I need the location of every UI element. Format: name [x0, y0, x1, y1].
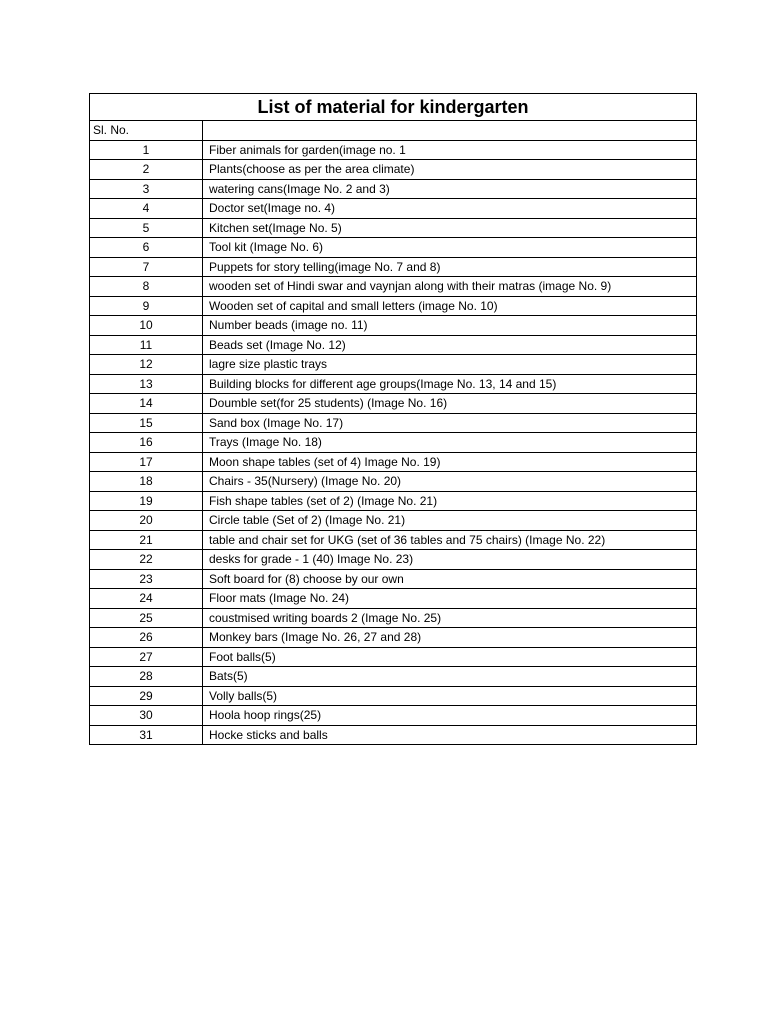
material-cell: Floor mats (Image No. 24)	[203, 589, 697, 609]
table-row	[90, 511, 697, 531]
table-row	[90, 706, 697, 726]
table-row	[90, 686, 697, 706]
table-row	[90, 140, 697, 160]
table-row	[90, 277, 697, 297]
table-row	[90, 355, 697, 375]
material-cell: Number beads (image no. 11)	[203, 316, 697, 336]
document-title: List of material for kindergarten	[90, 94, 697, 121]
sl-no-cell: 31	[90, 725, 203, 745]
material-cell: Chairs - 35(Nursery) (Image No. 20)	[203, 472, 697, 492]
table-row	[90, 218, 697, 238]
material-cell: Doumble set(for 25 students) (Image No. 16)	[203, 394, 697, 414]
material-cell: Hoola hoop rings(25)	[203, 706, 697, 726]
material-cell: Sand box (Image No. 17)	[203, 413, 697, 433]
sl-no-cell: 29	[90, 686, 203, 706]
table-row	[90, 296, 697, 316]
material-cell: Fish shape tables (set of 2) (Image No. 21)	[203, 491, 697, 511]
sl-no-cell: 8	[90, 277, 203, 297]
material-cell: Circle table (Set of 2) (Image No. 21)	[203, 511, 697, 531]
sl-no-cell: 7	[90, 257, 203, 277]
table-row	[90, 569, 697, 589]
table-row	[90, 335, 697, 355]
material-cell: watering cans(Image No. 2 and 3)	[203, 179, 697, 199]
material-cell: Bats(5)	[203, 667, 697, 687]
material-cell: Monkey bars (Image No. 26, 27 and 28)	[203, 628, 697, 648]
sl-no-cell: 10	[90, 316, 203, 336]
sl-no-cell: 24	[90, 589, 203, 609]
material-cell: Moon shape tables (set of 4) Image No. 19)	[203, 452, 697, 472]
sl-no-cell: 27	[90, 647, 203, 667]
material-cell: lagre size plastic trays	[203, 355, 697, 375]
sl-no-cell: 17	[90, 452, 203, 472]
table-row	[90, 589, 697, 609]
table-row	[90, 628, 697, 648]
table-row	[90, 725, 697, 745]
table-row	[90, 257, 697, 277]
sl-no-cell: 20	[90, 511, 203, 531]
sl-no-cell: 13	[90, 374, 203, 394]
material-cell: Wooden set of capital and small letters (image No. 10)	[203, 296, 697, 316]
title-row	[90, 94, 697, 121]
description-header	[203, 121, 697, 141]
table-row	[90, 413, 697, 433]
material-cell: Tool kit (Image No. 6)	[203, 238, 697, 258]
sl-no-cell: 9	[90, 296, 203, 316]
table-row	[90, 199, 697, 219]
sl-no-cell: 12	[90, 355, 203, 375]
sl-no-cell: 4	[90, 199, 203, 219]
sl-no-header: Sl. No.	[90, 121, 203, 141]
materials-table	[89, 93, 697, 745]
material-cell: Fiber animals for garden(image no. 1	[203, 140, 697, 160]
material-cell: Plants(choose as per the area climate)	[203, 160, 697, 180]
table-row	[90, 550, 697, 570]
sl-no-cell: 25	[90, 608, 203, 628]
sl-no-cell: 16	[90, 433, 203, 453]
material-cell: Kitchen set(Image No. 5)	[203, 218, 697, 238]
table-row	[90, 472, 697, 492]
sl-no-cell: 1	[90, 140, 203, 160]
sl-no-cell: 5	[90, 218, 203, 238]
sl-no-cell: 22	[90, 550, 203, 570]
table-row	[90, 374, 697, 394]
table-row	[90, 647, 697, 667]
material-cell: table and chair set for UKG (set of 36 tables and 75 chairs) (Image No. 22)	[203, 530, 697, 550]
material-cell: Hocke sticks and balls	[203, 725, 697, 745]
table-row	[90, 452, 697, 472]
material-cell: Soft board for (8) choose by our own	[203, 569, 697, 589]
sl-no-cell: 26	[90, 628, 203, 648]
sl-no-cell: 28	[90, 667, 203, 687]
material-cell: wooden set of Hindi swar and vaynjan along with their matras (image No. 9)	[203, 277, 697, 297]
table-row	[90, 491, 697, 511]
sl-no-cell: 19	[90, 491, 203, 511]
table-row	[90, 433, 697, 453]
sl-no-cell: 14	[90, 394, 203, 414]
sl-no-cell: 30	[90, 706, 203, 726]
sl-no-cell: 18	[90, 472, 203, 492]
sl-no-cell: 23	[90, 569, 203, 589]
material-cell: Trays (Image No. 18)	[203, 433, 697, 453]
material-cell: Building blocks for different age groups(Image No. 13, 14 and 15)	[203, 374, 697, 394]
header-row	[90, 121, 697, 141]
table-row	[90, 608, 697, 628]
sl-no-cell: 15	[90, 413, 203, 433]
material-cell: desks for grade - 1 (40) Image No. 23)	[203, 550, 697, 570]
materials-table-body	[90, 94, 697, 745]
table-row	[90, 238, 697, 258]
material-cell: Puppets for story telling(image No. 7 and 8)	[203, 257, 697, 277]
material-cell: Volly balls(5)	[203, 686, 697, 706]
material-cell: Foot balls(5)	[203, 647, 697, 667]
sl-no-cell: 3	[90, 179, 203, 199]
table-row	[90, 530, 697, 550]
sl-no-cell: 6	[90, 238, 203, 258]
sl-no-cell: 11	[90, 335, 203, 355]
table-row	[90, 179, 697, 199]
table-row	[90, 160, 697, 180]
sl-no-cell: 21	[90, 530, 203, 550]
table-row	[90, 316, 697, 336]
table-row	[90, 667, 697, 687]
material-cell: Beads set (Image No. 12)	[203, 335, 697, 355]
material-cell: Doctor set(Image no. 4)	[203, 199, 697, 219]
sl-no-cell: 2	[90, 160, 203, 180]
material-cell: coustmised writing boards 2 (Image No. 25)	[203, 608, 697, 628]
table-row	[90, 394, 697, 414]
